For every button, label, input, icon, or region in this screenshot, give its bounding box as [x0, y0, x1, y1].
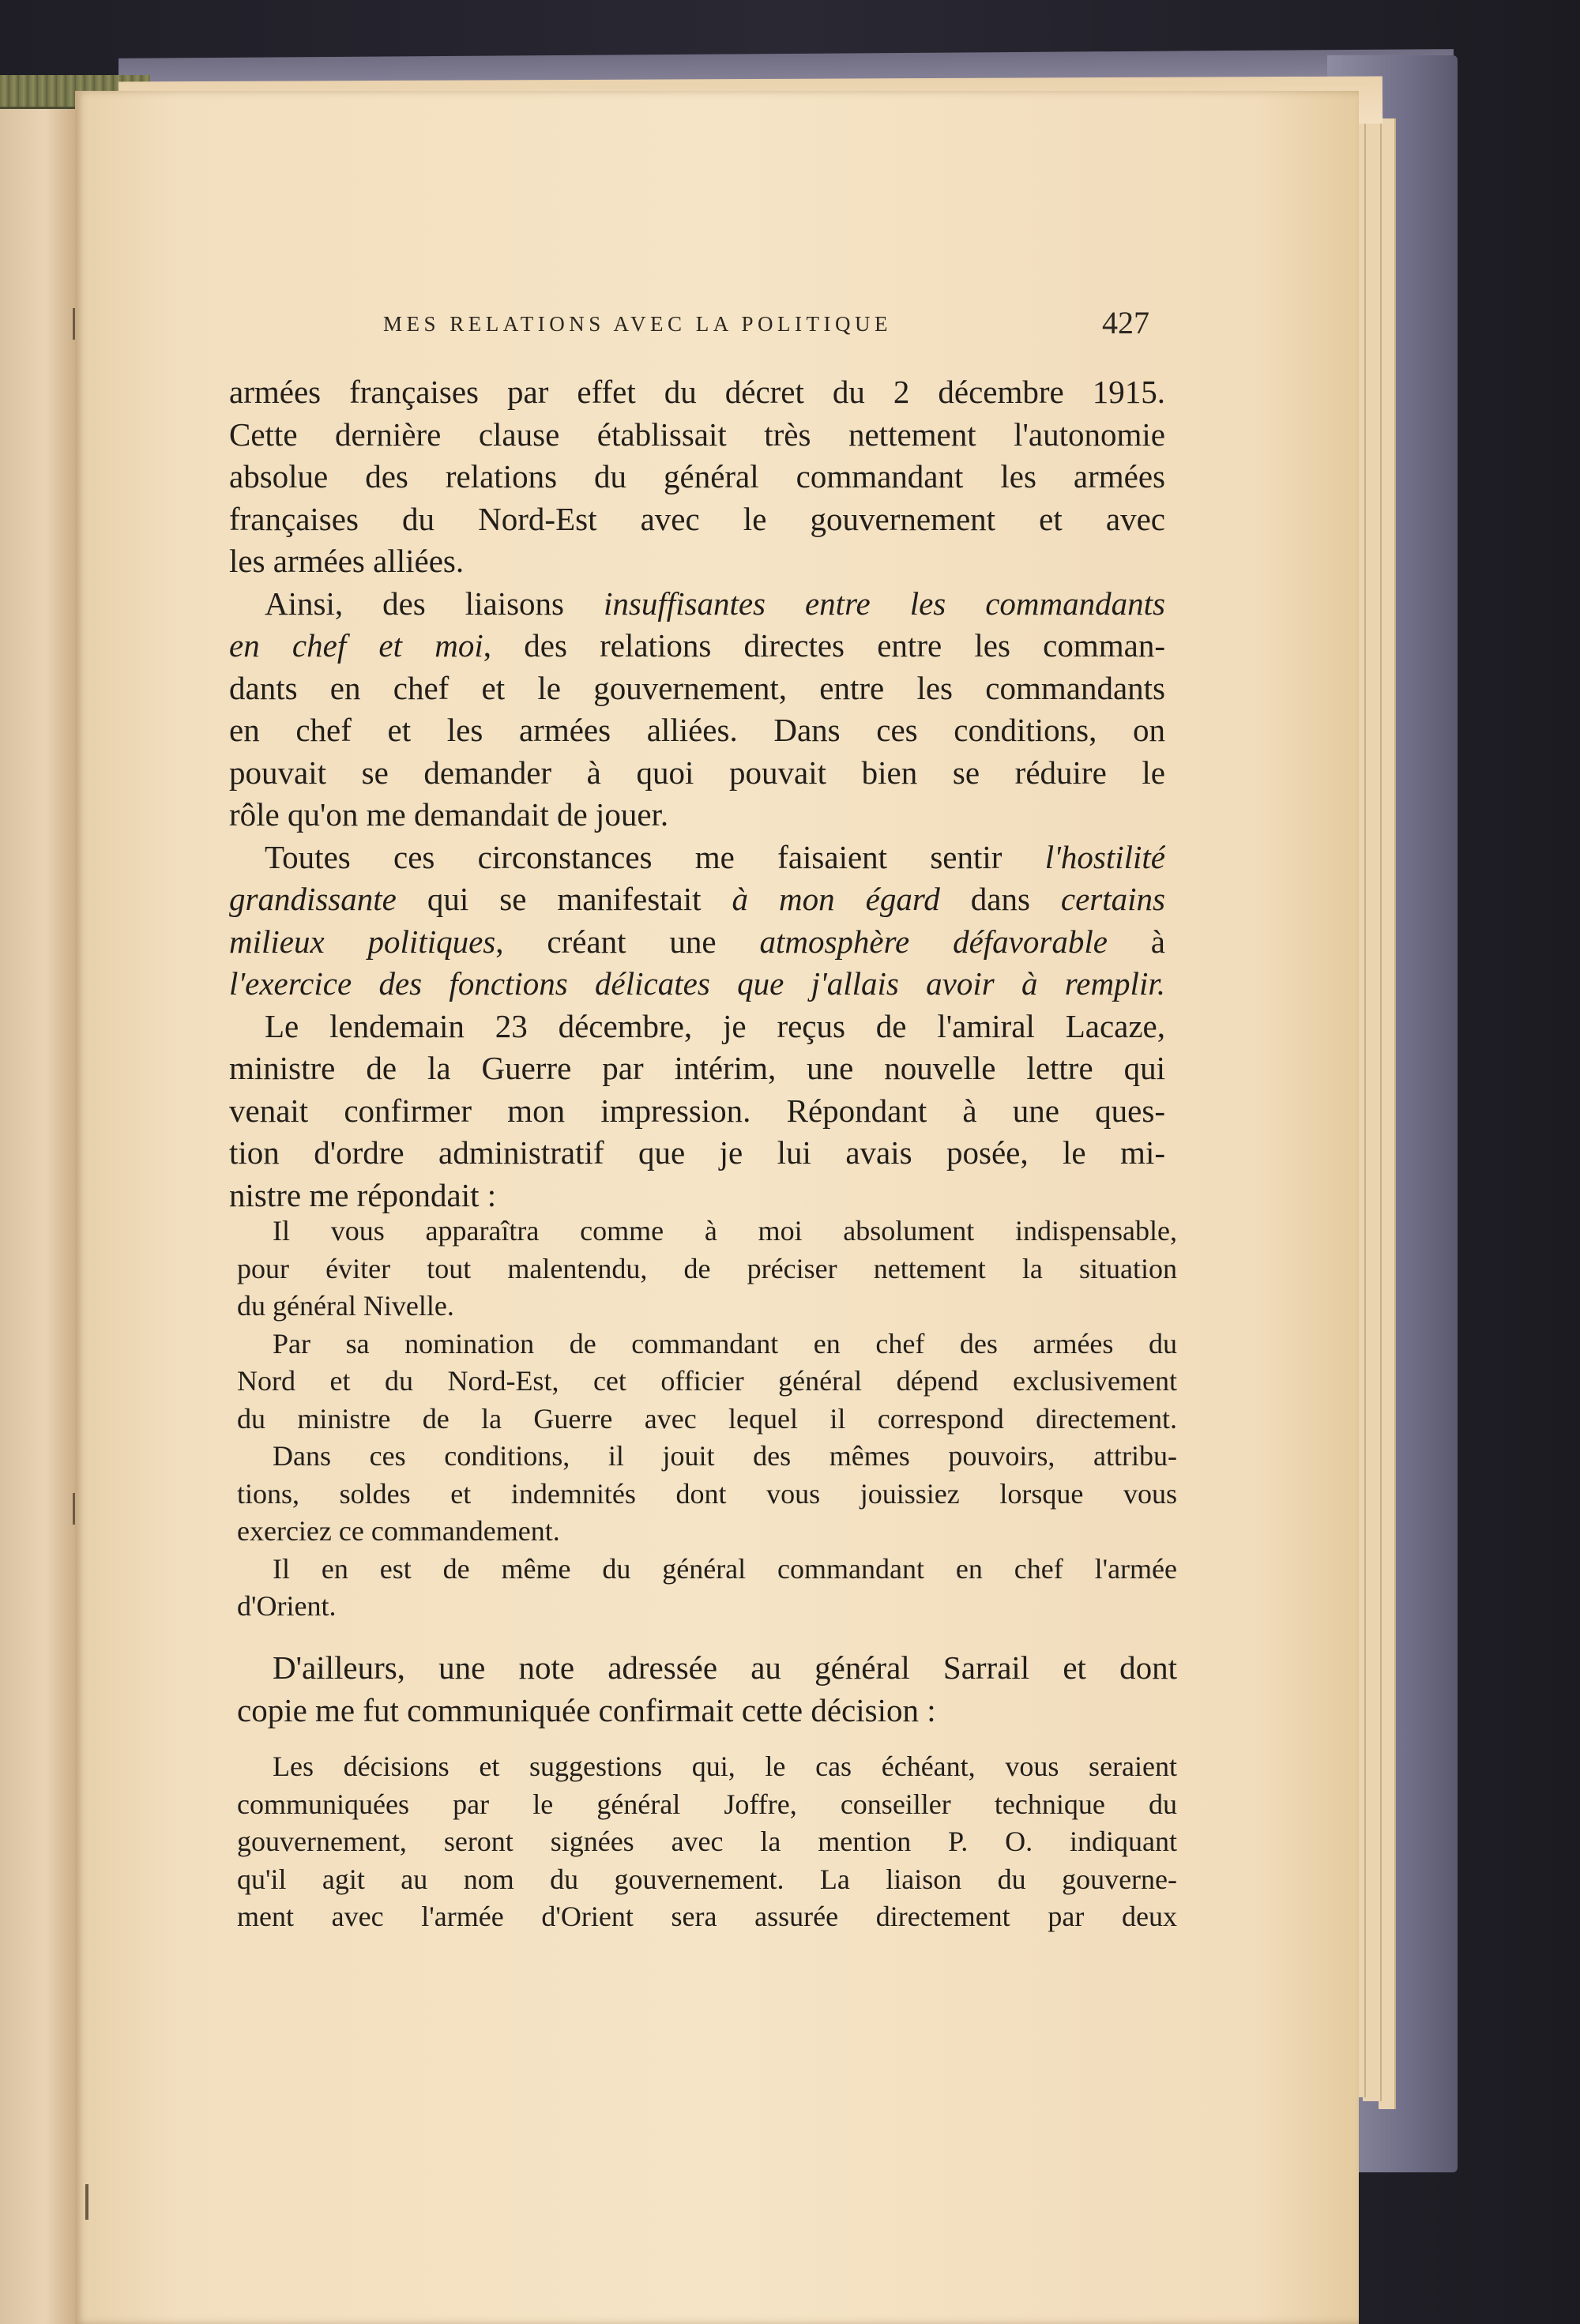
quoted-note [237, 1748, 1177, 1936]
quote-line: gouvernement, seront signées avec la mention P. O. indiquant [237, 1826, 1177, 1857]
quote-line: qu'il agit au nom du gouvernement. La liaison du gouverne- [237, 1863, 1177, 1895]
text-line: rôle qu'on me demandait de jouer. [229, 796, 669, 833]
text-line: milieux politiques, créant une atmosphère défavorable à [229, 923, 1165, 960]
paper-mark [73, 1493, 75, 1525]
text-line: copie me fut communiquée confirmait cette décision : [237, 1691, 936, 1728]
text-line: armées françaises par effet du décret du 2 décembre 1915. [229, 374, 1165, 410]
text-line: dants en chef et le gouvernement, entre les commandants [229, 669, 1165, 706]
quote-line: exerciez ce commandement. [237, 1515, 560, 1547]
paper-mark [73, 308, 75, 340]
quote-line: d'Orient. [237, 1590, 337, 1622]
text-line: Cette dernière clause établissait très nettement l'autonomie [229, 416, 1165, 453]
quote-line: ment avec l'armée d'Orient sera assurée directement par deux [237, 1901, 1177, 1932]
page-number: 427 [1102, 305, 1149, 340]
running-head: MES RELATIONS AVEC LA POLITIQUE [383, 312, 893, 336]
text-line: françaises du Nord-Est avec le gouvernement et avec [229, 500, 1165, 537]
text-line: tion d'ordre administratif que je lui avais posée, le mi- [229, 1134, 1165, 1171]
quote-line: Il vous apparaîtra comme à moi absolument indispensable, [273, 1215, 1177, 1247]
text-line: les armées alliées. [229, 543, 465, 579]
quote-line: du ministre de la Guerre avec lequel il correspond directement. [237, 1402, 1177, 1435]
quote-line: tions, soldes et indemnités dont vous jouissiez lorsque vous [237, 1477, 1177, 1510]
paper-mark [85, 2184, 88, 2220]
text-line: en chef et les armées alliées. Dans ces conditions, on [229, 712, 1165, 748]
quote-line: Dans ces conditions, il jouit des mêmes pouvoirs, attribu- [273, 1440, 1177, 1472]
quote-line: Par sa nomination de commandant en chef des armées du [273, 1327, 1177, 1359]
quote-line: Nord et du Nord-Est, cet officier général dépend exclusivement [237, 1365, 1177, 1397]
text-line: grandissante qui se manifestait à mon égard dans certains [229, 881, 1165, 917]
quote-line: communiquées par le général Joffre, conseiller technique du [237, 1788, 1177, 1820]
text-line: nistre me répondait : [229, 1176, 497, 1213]
text-line: venait confirmer mon impression. Répondant à une ques- [229, 1092, 1165, 1129]
quote-line: Il en est de même du général commandant en chef l'armée [273, 1552, 1177, 1585]
text-line: pouvait se demander à quoi pouvait bien se réduire le [229, 754, 1165, 791]
text-line: absolue des relations du général commandant les armées [229, 458, 1165, 495]
facing-page-edge [0, 95, 75, 2324]
quote-line: pour éviter tout malentendu, de préciser nettement la situation [237, 1252, 1177, 1284]
text-line: l'exercice des fonctions délicates que j'allais avoir à remplir. [229, 965, 1165, 1002]
text-line: en chef et moi, des relations directes entre les comman- [229, 627, 1165, 664]
quote-line: du général Nivelle. [237, 1290, 454, 1322]
text-line: D'ailleurs, une note adressée au général Sarrail et dont [273, 1649, 1177, 1686]
body-paragraph-2 [237, 1647, 1177, 1732]
text-line: Ainsi, des liaisons insuffisantes entre les commandants [265, 585, 1165, 622]
quote-line: Les décisions et suggestions qui, le cas échéant, vous seraient [273, 1751, 1177, 1782]
text-line: Toutes ces circonstances me faisaient sentir l'hostilité [265, 838, 1165, 875]
text-line: ministre de la Guerre par intérim, une nouvelle lettre qui [229, 1050, 1165, 1086]
body-paragraphs [229, 371, 1165, 1217]
quoted-letter [237, 1213, 1177, 1626]
text-line: Le lendemain 23 décembre, je reçus de l'amiral Lacaze, [265, 1007, 1165, 1044]
